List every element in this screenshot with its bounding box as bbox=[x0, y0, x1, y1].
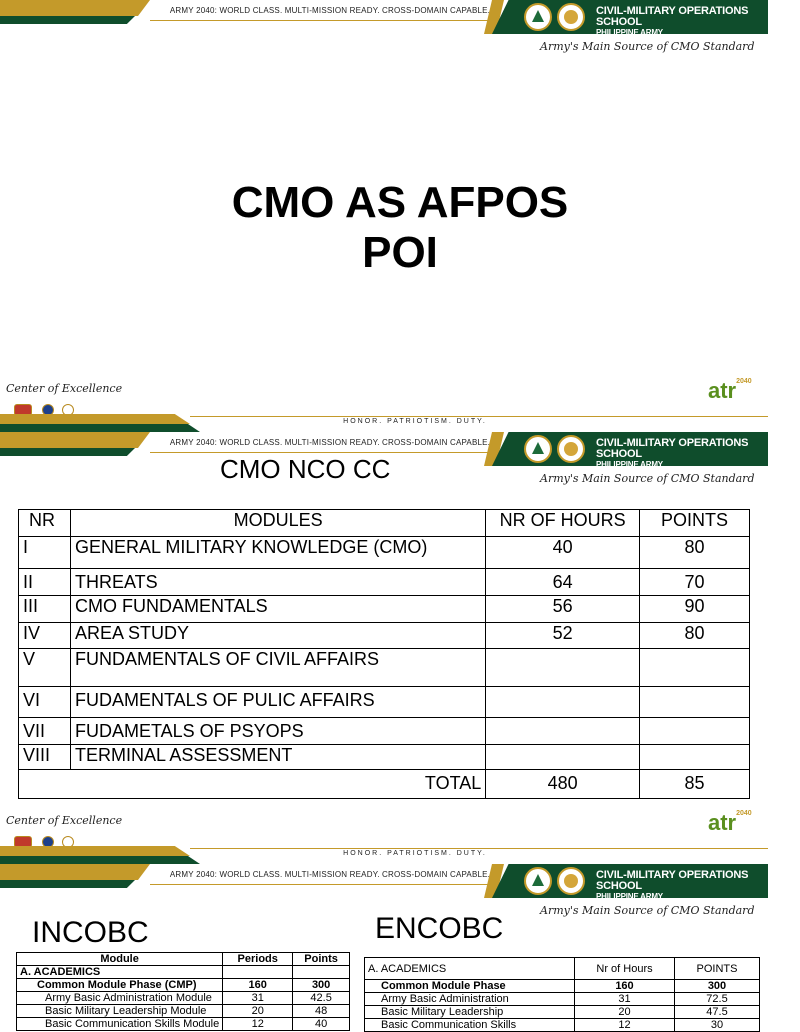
table-row: Basic Communication Skills 12 30 bbox=[365, 1019, 760, 1032]
atr-logo: atr$^{2040}$ bbox=[708, 810, 752, 835]
army-motto: ARMY 2040: WORLD CLASS. MULTI-MISSION READY. CROSS-DOMAIN CAPABLE. bbox=[169, 870, 491, 879]
army-seal-icon bbox=[524, 435, 552, 463]
table-row: Basic Military Leadership Module 20 48 bbox=[17, 1005, 350, 1018]
table-row: VII FUDAMETALS OF PSYOPS bbox=[19, 718, 750, 745]
slide-header bbox=[0, 864, 768, 901]
modules-table bbox=[18, 509, 750, 799]
table-row: Common Module Phase 160 300 bbox=[365, 980, 760, 993]
table-header-row: A. ACADEMICS Nr of Hours POINTS bbox=[365, 958, 760, 980]
slide-3 bbox=[0, 864, 768, 1031]
core-values: HONOR. PATRIOTISM. DUTY. bbox=[343, 418, 487, 425]
school-seal-icon bbox=[557, 867, 585, 895]
army-seal-icon bbox=[524, 3, 552, 31]
total-hours: 480 bbox=[486, 770, 640, 799]
table-row: IV AREA STUDY 52 80 bbox=[19, 623, 750, 649]
table-row: III CMO FUNDAMENTALS 56 90 bbox=[19, 596, 750, 623]
center-of-excellence: Center of Excellence bbox=[6, 382, 123, 395]
slide-1 bbox=[0, 0, 768, 432]
header-hours: NR OF HOURS bbox=[486, 510, 640, 537]
core-values: HONOR. PATRIOTISM. DUTY. bbox=[343, 850, 487, 857]
table-row: A. ACADEMICS bbox=[17, 966, 350, 979]
tagline: Army's Main Source of CMO Standard bbox=[540, 472, 755, 485]
army-seal-icon bbox=[524, 867, 552, 895]
slide-footer bbox=[0, 810, 768, 864]
slide-title: CMO NCO CC bbox=[220, 454, 391, 484]
table-row: Common Module Phase (CMP) 160 300 bbox=[17, 979, 350, 992]
header-points: POINTS bbox=[640, 510, 750, 537]
tagline: Army's Main Source of CMO Standard bbox=[540, 40, 755, 53]
table-row: Basic Military Leadership 20 47.5 bbox=[365, 1006, 760, 1019]
table-row: II THREATS 64 70 bbox=[19, 569, 750, 596]
total-label: TOTAL bbox=[19, 770, 486, 799]
table-row: Army Basic Administration 31 72.5 bbox=[365, 993, 760, 1006]
table-row: V FUNDAMENTALS OF CIVIL AFFAIRS bbox=[19, 649, 750, 687]
table-row: VIII TERMINAL ASSESSMENT bbox=[19, 745, 750, 770]
school-name: CIVIL-MILITARY OPERATIONS SCHOOL PHILIPPINE ARMY bbox=[596, 437, 749, 469]
school-seal-icon bbox=[557, 435, 585, 463]
tagline: Army's Main Source of CMO Standard bbox=[540, 904, 755, 917]
table-row: VI FUDAMENTALS OF PULIC AFFAIRS bbox=[19, 687, 750, 718]
slide-footer bbox=[0, 378, 768, 432]
slide-header bbox=[0, 0, 768, 37]
incobc-title: INCOBC bbox=[32, 916, 149, 949]
table-header-row: Module Periods Points bbox=[17, 953, 350, 966]
table-header-row bbox=[19, 510, 750, 537]
center-of-excellence: Center of Excellence bbox=[6, 814, 123, 827]
incobc-table bbox=[16, 952, 350, 1031]
encobc-title: ENCOBC bbox=[375, 912, 504, 945]
table-total-row bbox=[19, 770, 750, 799]
school-name: CIVIL-MILITARY OPERATIONS SCHOOL PHILIPPINE ARMY bbox=[596, 5, 749, 37]
total-points: 85 bbox=[640, 770, 750, 799]
header-modules: MODULES bbox=[70, 510, 485, 537]
school-name: CIVIL-MILITARY OPERATIONS SCHOOL PHILIPPINE ARMY bbox=[596, 869, 749, 901]
table-row: I GENERAL MILITARY KNOWLEDGE (CMO) 40 80 bbox=[19, 537, 750, 569]
army-motto: ARMY 2040: WORLD CLASS. MULTI-MISSION READY. CROSS-DOMAIN CAPABLE. bbox=[169, 438, 491, 447]
school-seal-icon bbox=[557, 3, 585, 31]
table-row: Basic Communication Skills Module 12 40 bbox=[17, 1018, 350, 1031]
table-row: Army Basic Administration Module 31 42.5 bbox=[17, 992, 350, 1005]
atr-logo: atr$^{2040}$ bbox=[708, 378, 752, 403]
slide-2 bbox=[0, 432, 768, 864]
page-title: CMO AS AFPOS POI bbox=[231, 178, 569, 277]
army-motto: ARMY 2040: WORLD CLASS. MULTI-MISSION READY. CROSS-DOMAIN CAPABLE. bbox=[169, 6, 491, 15]
header-nr: NR bbox=[19, 510, 71, 537]
encobc-table bbox=[364, 957, 760, 1032]
